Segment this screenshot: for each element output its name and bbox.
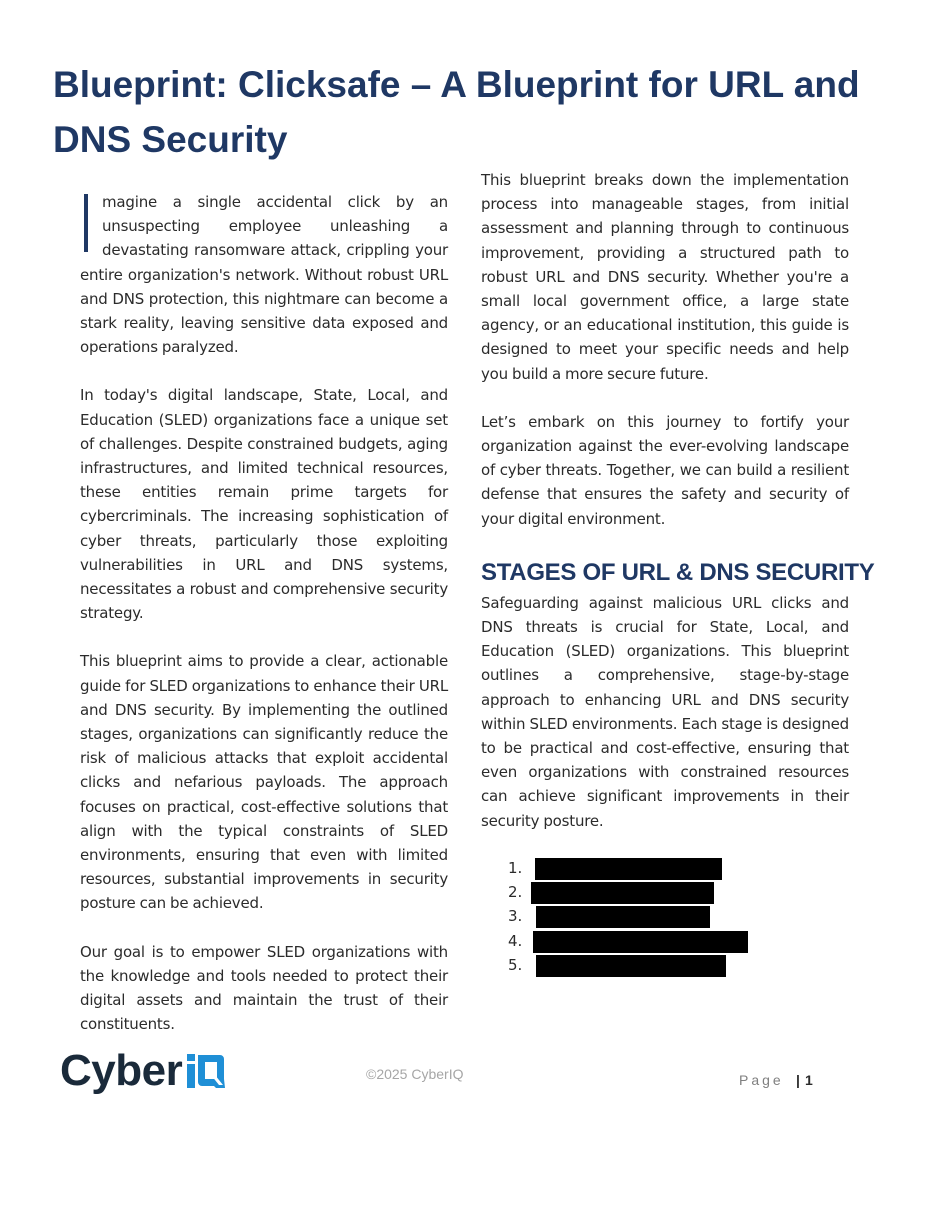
redaction-block (533, 931, 748, 953)
body-paragraph: Our goal is to empower SLED organizations with the knowledge and tools needed to protect their digital assets and maintain the trust of their constituents. (80, 942, 448, 1034)
body-paragraph: This blueprint aims to provide a clear, actionable guide for SLED organizations to enhance their URL and DNS security. By implementing the outlined stages, organizations can significantly reduce the risk of malicious attacks that exploit accidental clicks and nefarious payloads. The approach focuses on practical, cost-effective solutions that align with the typical constraints of SLED environments, ensuring that even with limited resources, substantial improvements in security posture can be achieved. (80, 652, 448, 913)
page-separator: | (796, 1072, 800, 1088)
body-paragraph: This blueprint breaks down the implementation process into manageable stages, from initial assessment and planning through to continuous improvement, providing a structured path to robust URL and DNS security. Whether you're a small local government office, a large state agency, or an educational institution, this guide is designed to meet your specific needs and help you build a more secure future. (481, 171, 849, 383)
left-column (80, 190, 448, 1037)
intro-text: magine a single accidental click by an unsuspecting employee unleashing a devastating ransomware attack, crippling your entire organization's network. Without robust URL and DNS protection, this nightmare can become a stark reality, leaving sensitive data exposed and operations paralyzed. (80, 193, 448, 357)
section-heading: STAGES OF URL & DNS SECURITY (481, 558, 875, 586)
body-paragraph: In today's digital landscape, State, Local, and Education (SLED) organizations face a unique set of challenges. Despite constrained budgets, aging infrastructures, and limited technical resources, these entities remain prime targets for cybercriminals. The increasing sophistication of cyber threats, particularly those exploiting vulnerabilities in URL and DNS systems, necessitates a robust and comprehensive security strategy. (80, 386, 448, 623)
page-number: 1 (805, 1072, 813, 1088)
cyberiq-logo (60, 1046, 226, 1096)
list-item-number: 4. (508, 931, 523, 950)
list-item-number: 1. (508, 859, 523, 877)
logo-wordmark: Cyber (60, 1046, 183, 1095)
iq-logo-mark-icon (186, 1051, 226, 1091)
redaction-block (535, 858, 722, 880)
redaction-block (536, 906, 710, 928)
list-item-number: 3. (508, 907, 523, 926)
redaction-block (536, 955, 726, 977)
list-item-number: 5. (508, 955, 523, 974)
body-paragraph: Let’s embark on this journey to fortify your organization against the ever-evolving landscape of cyber threats. Together, we can build a resilient defense that ensures the safety and security of your digital environment. (481, 412, 849, 528)
list-item-number: 2. (508, 883, 523, 902)
document-title: Blueprint: Clicksafe – A Blueprint for URL and DNS Security (53, 64, 860, 160)
section-paragraph: Safeguarding against malicious URL clicks and DNS threats is crucial for State, Local, and Education (SLED) organizations. This blueprint outlines a comprehensive, stage-by-stage approach to enhancing URL and DNS security within SLED environments. Each stage is designed to be practical and cost-effective, ensuring that even organizations with constrained resources can achieve significant improvements in their security posture. (481, 593, 849, 830)
redaction-block (531, 882, 714, 904)
right-column (481, 168, 875, 833)
copyright-text: ©2025 CyberIQ (366, 1066, 464, 1082)
page-label: Page (739, 1072, 784, 1088)
intro-paragraph (80, 190, 448, 359)
dropcap-bar (84, 194, 88, 252)
